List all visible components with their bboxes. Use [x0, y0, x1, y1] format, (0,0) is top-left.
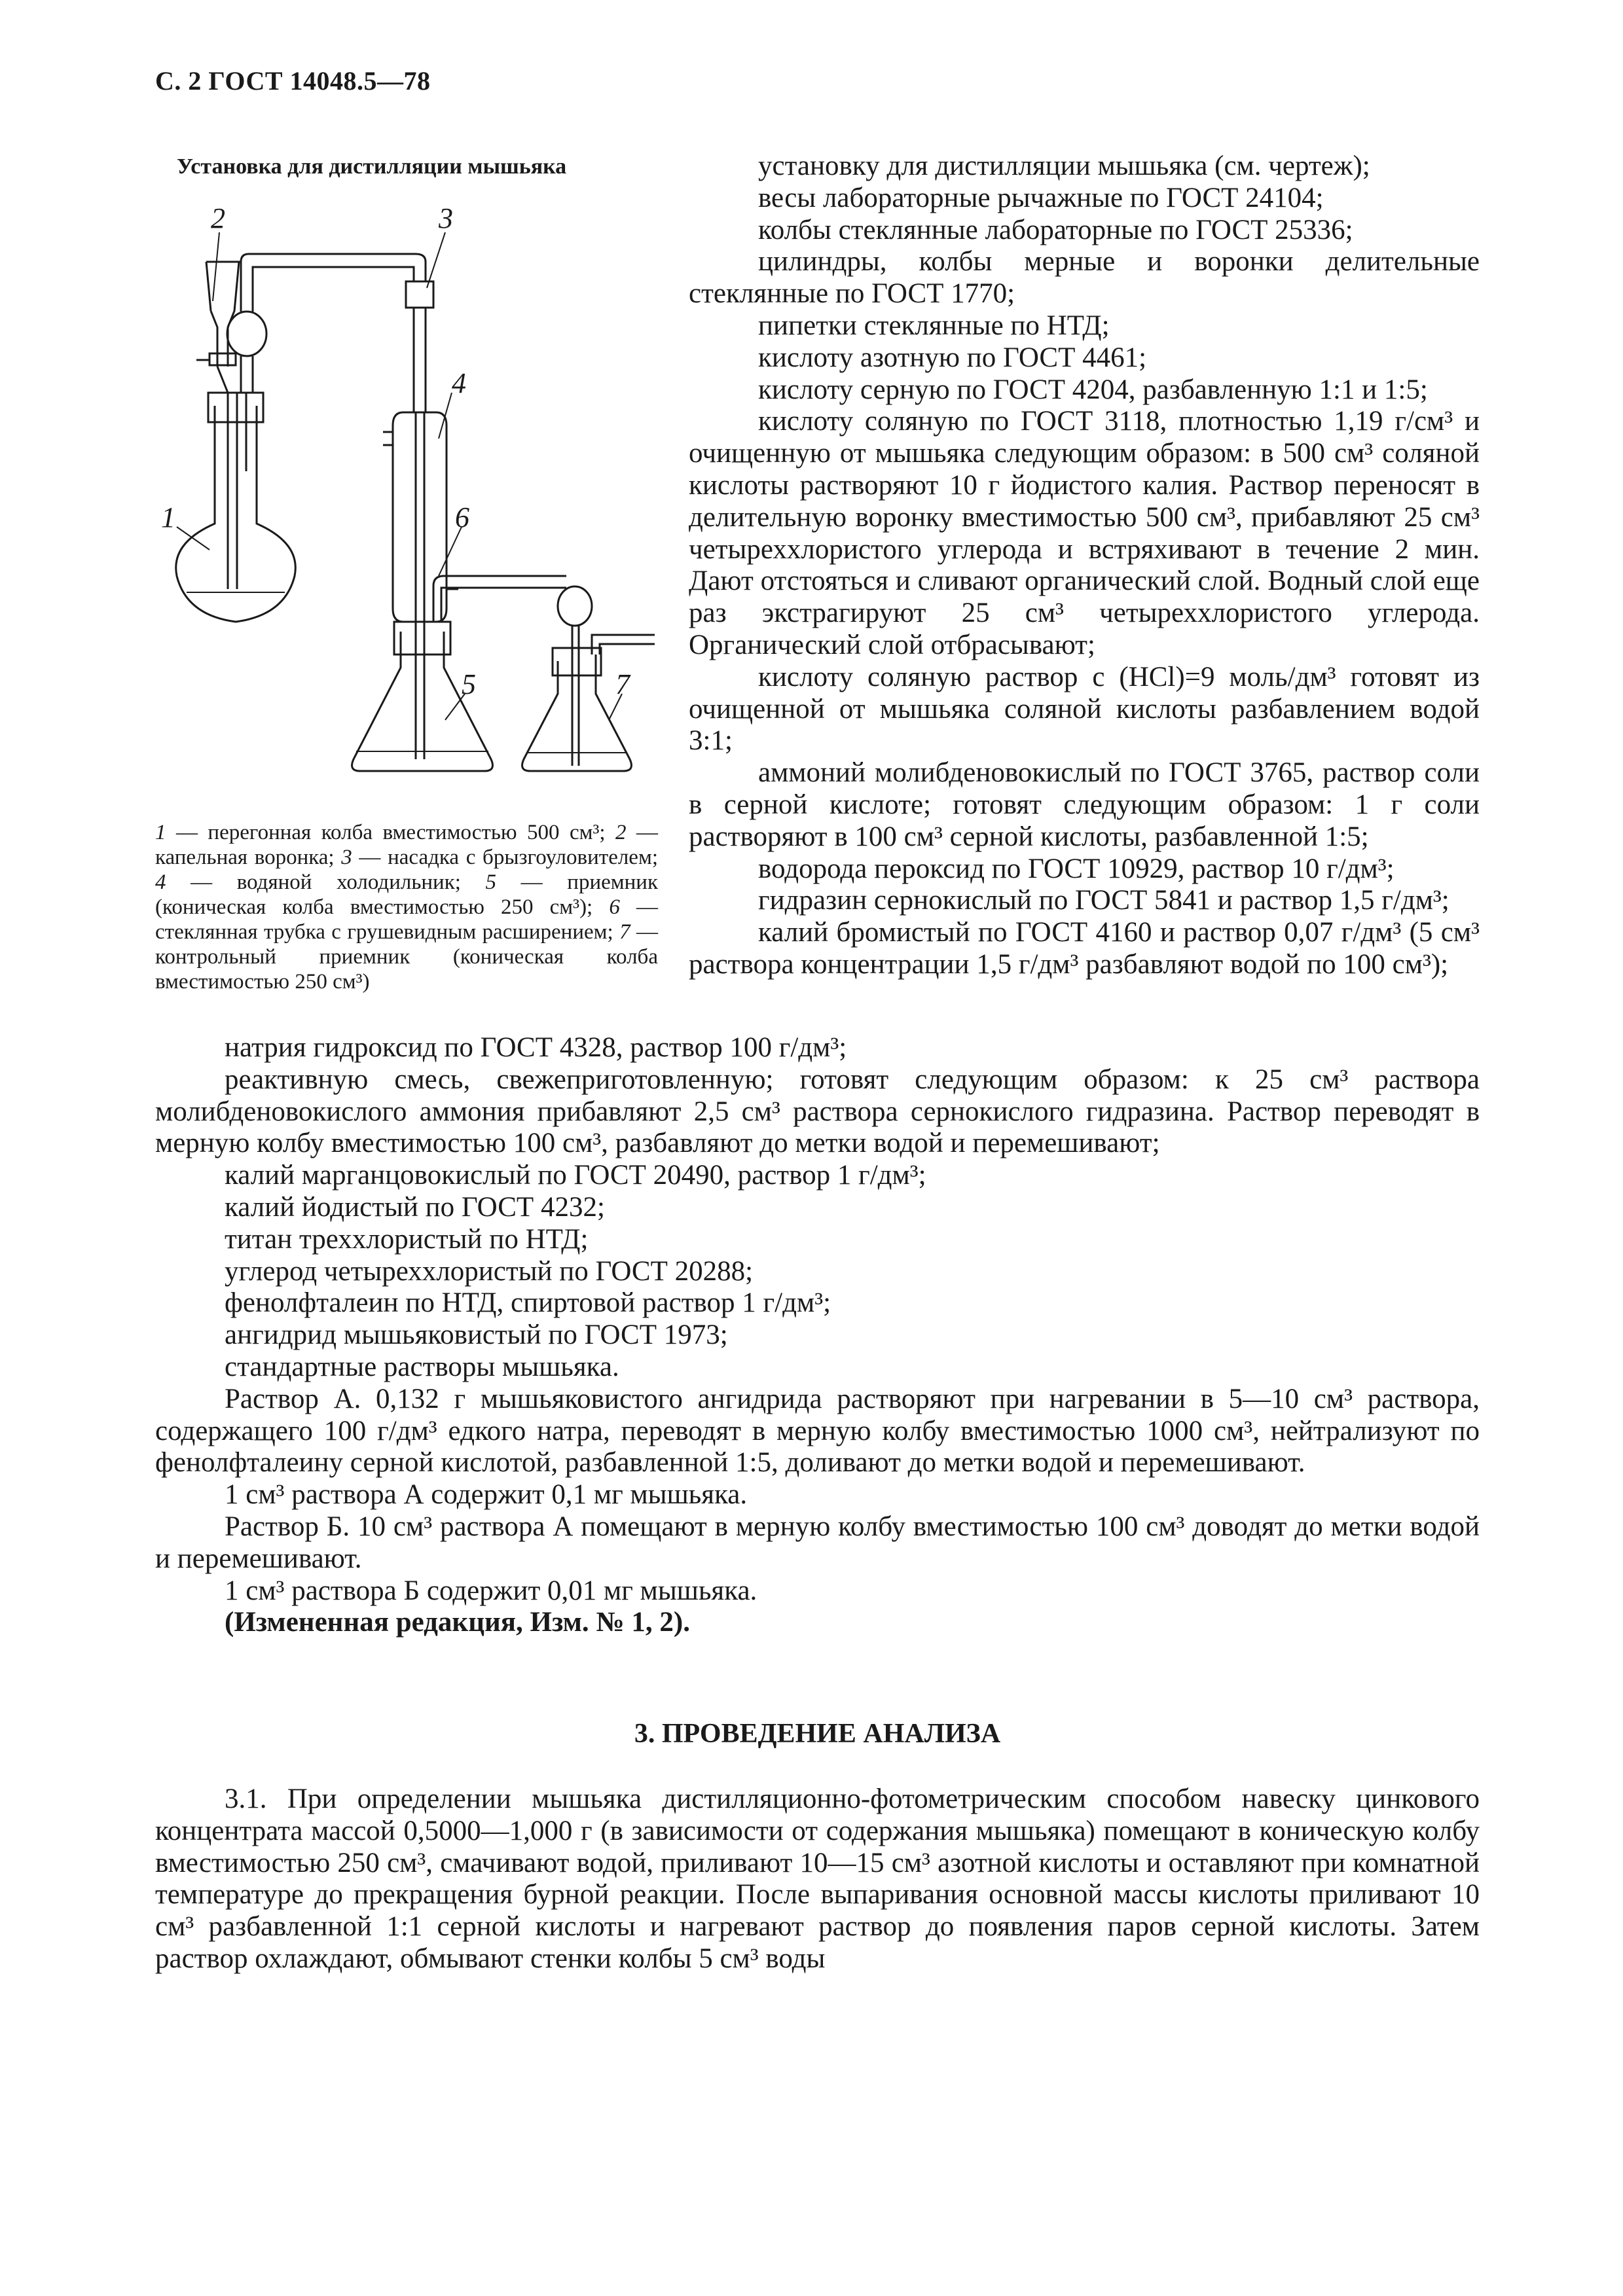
- figure-title: Установка для дистилляции мышьяка: [177, 154, 567, 179]
- list-item: титан треххлористый по НТД;: [225, 1223, 589, 1255]
- list-item: стандартные растворы мышьяка.: [225, 1351, 619, 1382]
- list-item: фенолфталеин по НТД, спиртовой раствор 1 г/дм³;: [225, 1287, 831, 1319]
- label-1: 1: [161, 501, 175, 533]
- revision-note: (Измененная редакция, Изм. № 1, 2).: [225, 1607, 690, 1638]
- solution-b-note: 1 см³ раствора Б содержит 0,01 мг мышьяка.: [225, 1575, 757, 1606]
- list-item: кислоту азотную по ГОСТ 4461;: [758, 342, 1147, 373]
- list-item: гидразин сернокислый по ГОСТ 5841 и раствор 1,5 г/дм³;: [758, 885, 1450, 916]
- distillation-flask-drawing: [176, 393, 296, 622]
- glass-tube-drawing: [433, 576, 592, 766]
- label-7: 7: [615, 668, 630, 700]
- list-item: цилиндры, колбы мерные и воронки делительные стеклянные по ГОСТ 1770;: [689, 246, 1480, 310]
- reagents-list-right-column: [689, 151, 1480, 981]
- list-item: водорода пероксид по ГОСТ 10929, раствор 10 г/дм³;: [758, 853, 1395, 884]
- label-4: 4: [452, 367, 466, 399]
- analysis-section-body: [155, 1784, 1480, 1975]
- distillation-apparatus-figure: [157, 196, 655, 798]
- label-2: 2: [211, 202, 225, 234]
- solution-a-paragraph: Раствор А. 0,132 г мышьяковистого ангидрида растворяют при нагревании в 5—10 см³ раствора, содержащего 100 г/дм³ едкого натра, переводят в мерную колбу вместимостью 1000 см³, нейтрализуют по фенолфталеину серной кислотой, разбавленной 1:5, доливают до метки водой и перемешивают.: [155, 1383, 1480, 1479]
- list-item: реактивную смесь, свежеприготовленную; готовят следующим образом: к 25 см³ раствора молибденовокислого аммония прибавляют 2,5 см³ раствора сернокислого гидразина. Раствор переводят в мерную колбу вместимостью 100 см³, разбавляют до метки водой и перемешивают;: [155, 1064, 1480, 1159]
- figure-caption: 1 — перегонная колба вместимостью 500 см³; 2 — капельная воронка; 3 — насадка с брызгоуловителем; 4 — водяной холодильник; 5 — приемник (коническая колба вместимостью 250 см³); 6 — стеклянная трубка с грушевидным расширением; 7 — контрольный приемник (коническая колба вместимостью 250 см³): [155, 821, 659, 994]
- label-6: 6: [455, 501, 469, 533]
- list-item: установку для дистилляции мышьяка (см. чертеж);: [758, 151, 1370, 181]
- list-item: углерод четыреххлористый по ГОСТ 20288;: [225, 1255, 754, 1287]
- label-3: 3: [439, 202, 453, 234]
- solution-b-paragraph: Раствор Б. 10 см³ раствора А помещают в мерную колбу вместимостью 100 см³ доводят до метки водой и перемешивают.: [155, 1511, 1480, 1574]
- connector-tube-drawing: [227, 254, 426, 393]
- list-item: калий йодистый по ГОСТ 4232;: [225, 1191, 605, 1223]
- page-header: С. 2 ГОСТ 14048.5—78: [155, 66, 431, 96]
- list-item: натрия гидроксид по ГОСТ 4328, раствор 100 г/дм³;: [225, 1032, 847, 1063]
- list-item: колбы стеклянные лабораторные по ГОСТ 25336;: [758, 214, 1353, 245]
- list-item: кислоту соляную по ГОСТ 3118, плотностью 1,19 г/см³ и очищенную от мышьяка следующим образом: в 500 см³ соляной кислоты растворяют 10 г йодистого калия. Раствор переносят в делительную воронку вместимостью 500 см³, прибавляют 25 см³ четыреххлористого углерода и встряхивают в течение 2 мин. Дают отстояться и сливают органический слой. Водный слой еще раз экстрагируют 25 см³ четыреххлористого углерода. Органический слой отбрасывают;: [689, 406, 1480, 660]
- list-item: аммоний молибденовокислый по ГОСТ 3765, раствор соли в серной кислоте; готовят следующим образом: 1 г соли растворяют в 100 см³ серной кислоты, разбавленной 1:5;: [689, 757, 1480, 852]
- condenser-drawing: [383, 281, 458, 759]
- reagents-list-full-width: [155, 1032, 1480, 1639]
- list-item: калий марганцовокислый по ГОСТ 20490, раствор 1 г/дм³;: [225, 1160, 926, 1191]
- list-item: калий бромистый по ГОСТ 4160 и раствор 0,07 г/дм³ (5 см³ раствора концентрации 1,5 г/дм³ разбавляют водой по 100 см³);: [689, 917, 1480, 980]
- control-receiver-drawing: [522, 635, 655, 771]
- list-item: весы лабораторные рычажные по ГОСТ 24104;: [758, 182, 1324, 213]
- list-item: кислоту серную по ГОСТ 4204, разбавленную 1:1 и 1:5;: [758, 374, 1428, 405]
- dropping-funnel-drawing: [196, 262, 239, 393]
- list-item: кислоту соляную раствор c (HCl)=9 моль/дм³ готовят из очищенной от мышьяка соляной кислоты разбавлением водой 3:1;: [689, 661, 1480, 757]
- solution-a-note: 1 см³ раствора А содержит 0,1 мг мышьяка.: [225, 1479, 748, 1511]
- section-paragraph: 3.1. При определении мышьяка дистилляционно-фотометрическим способом навеску цинкового концентрата массой 0,5000—1,000 г (в зависимости от содержания мышьяка) помещают в коническую колбу вместимостью 250 см³, смачивают водой, приливают 10—15 см³ азотной кислоты и оставляют при комнатной температуре до прекращения бурной реакции. После выпаривания основной массы кислоты приливают 10 см³ разбавленной 1:1 серной кислоты и нагревают раствор до появления паров серной кислоты. Затем раствор охлаждают, обмывают стенки колбы 5 см³ воды: [155, 1784, 1480, 1974]
- section-title: 3. ПРОВЕДЕНИЕ АНАЛИЗА: [634, 1719, 1001, 1749]
- list-item: ангидрид мышьяковистый по ГОСТ 1973;: [225, 1319, 728, 1351]
- list-item: пипетки стеклянные по НТД;: [758, 310, 1110, 341]
- label-5: 5: [462, 668, 476, 700]
